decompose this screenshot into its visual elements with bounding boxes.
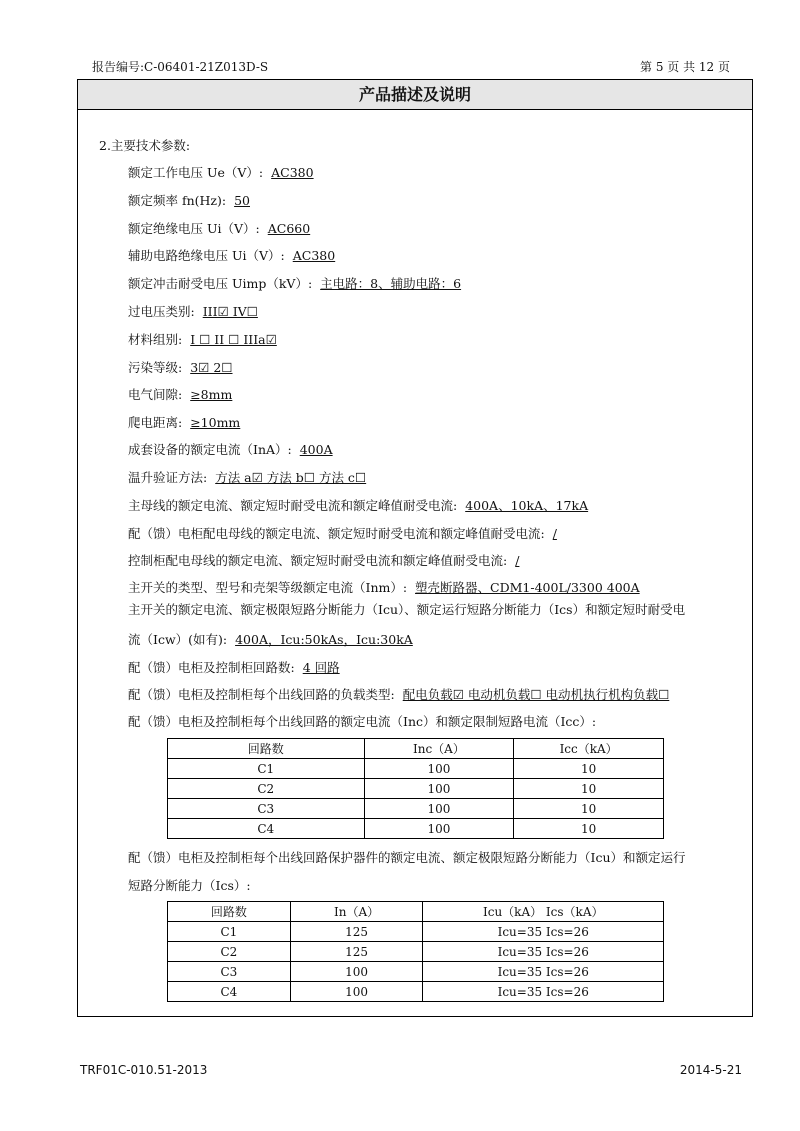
table-header: 回路数 bbox=[168, 739, 365, 759]
param-label: 额定绝缘电压 Ui（V）: bbox=[128, 221, 260, 236]
table-header: In（A） bbox=[290, 902, 423, 922]
param-label: 配（馈）电柜配电母线的额定电流、额定短时耐受电流和额定峰值耐受电流: bbox=[128, 526, 545, 541]
param-line bbox=[128, 219, 314, 237]
table1-caption: 配（馈）电柜及控制柜每个出线回路的额定电流（Inc）和额定限制短路电流（Icc）: bbox=[128, 714, 597, 729]
param-label: 主开关的类型、型号和壳架等级额定电流（Inm）: bbox=[128, 580, 408, 595]
param-label: 辅助电路绝缘电压 Ui（V）: bbox=[128, 248, 285, 263]
page-indicator: 第 5 页 共 12 页 bbox=[640, 60, 730, 74]
param-label: 控制柜配电母线的额定电流、额定短时耐受电流和额定峰值耐受电流: bbox=[128, 553, 508, 568]
table-cell: 100 bbox=[364, 779, 514, 799]
table-cell: Icu=35 Ics=26 bbox=[423, 942, 664, 962]
param-line bbox=[128, 578, 644, 596]
param-line bbox=[128, 440, 337, 458]
table2-caption-line1: 配（馈）电柜及控制柜每个出线回路保护器件的额定电流、额定极限短路分断能力（Icu）和额定运行 bbox=[128, 850, 686, 865]
table-cell: 100 bbox=[290, 962, 423, 982]
table-cell: 125 bbox=[290, 942, 423, 962]
table-row bbox=[168, 922, 664, 942]
table2-caption-line2: 短路分断能力（Ics）: bbox=[128, 878, 251, 893]
footer-date: 2014-5-21 bbox=[679, 1063, 742, 1077]
param-label: 成套设备的额定电流（InA）: bbox=[128, 442, 292, 457]
table-cell: C2 bbox=[168, 779, 365, 799]
table-cell: 100 bbox=[364, 819, 514, 839]
param-line bbox=[128, 413, 244, 431]
param-value: 方法 a☑ 方法 b☐ 方法 c☐ bbox=[215, 470, 367, 485]
table-row bbox=[168, 982, 664, 1002]
param-label: 额定频率 fn(Hz): bbox=[128, 193, 227, 208]
param-label: 过电压类别: bbox=[128, 304, 195, 319]
table-header: Icc（kA） bbox=[514, 739, 664, 759]
table-cell: Icu=35 Ics=26 bbox=[423, 962, 664, 982]
param-line bbox=[128, 163, 318, 181]
param-value: III☑ IV☐ bbox=[202, 304, 258, 319]
param-value: / bbox=[552, 526, 557, 541]
protection-device-table bbox=[167, 901, 664, 1002]
param-value: AC380 bbox=[271, 165, 314, 180]
table-cell: C3 bbox=[168, 799, 365, 819]
table-header: Icu（kA） Ics（kA） bbox=[423, 902, 664, 922]
param-line bbox=[128, 496, 592, 514]
table-row bbox=[168, 819, 664, 839]
param-value: I ☐ II ☐ IIIa☑ bbox=[190, 332, 277, 347]
param-value: AC380 bbox=[292, 248, 336, 263]
table-cell: C1 bbox=[168, 759, 365, 779]
table-cell: 10 bbox=[514, 779, 664, 799]
param-line bbox=[128, 302, 262, 320]
table-cell: 10 bbox=[514, 799, 664, 819]
param-value: AC660 bbox=[267, 221, 311, 236]
param-line bbox=[128, 524, 561, 542]
param-value: 400A、10kA、17kA bbox=[465, 498, 589, 513]
inc-icc-table bbox=[167, 738, 664, 839]
param-value: / bbox=[515, 553, 520, 568]
main-switch-line1: 主开关的额定电流、额定极限短路分断能力（Icu）、额定运行短路分断能力（Ics）和额定短时耐受电 bbox=[128, 602, 686, 617]
form-number: TRF01C-010.51-2013 bbox=[80, 1063, 208, 1077]
report-number: 报告编号:C-06401-21Z013D-S bbox=[92, 60, 269, 74]
table-row bbox=[168, 779, 664, 799]
table-cell: C4 bbox=[168, 819, 365, 839]
param-label: 主母线的额定电流、额定短时耐受电流和额定峰值耐受电流: bbox=[128, 498, 458, 513]
param-value: 400A bbox=[299, 442, 333, 457]
param-value: 50 bbox=[234, 193, 250, 208]
table-cell: C4 bbox=[168, 982, 291, 1002]
page-title: 产品描述及说明 bbox=[78, 80, 752, 110]
param-line bbox=[128, 385, 236, 403]
table-cell: 10 bbox=[514, 819, 664, 839]
param-label: 电气间隙: bbox=[128, 387, 183, 402]
param-line bbox=[128, 551, 523, 569]
param-value: 400A，Icu:50kAs，Icu:30kA bbox=[235, 632, 413, 647]
table-cell: 125 bbox=[290, 922, 423, 942]
table-cell: Icu=35 Ics=26 bbox=[423, 922, 664, 942]
param-label: 额定冲击耐受电压 Uimp（kV）: bbox=[128, 276, 313, 291]
param-label: 污染等级: bbox=[128, 360, 183, 375]
param-line bbox=[128, 358, 237, 376]
table-header: Inc（A） bbox=[364, 739, 514, 759]
param-line bbox=[128, 246, 339, 264]
param-label: 流（Icw）(如有): bbox=[128, 632, 228, 647]
param-value: ≥8mm bbox=[190, 387, 233, 402]
param-value: 配电负载☑ 电动机负载☐ 电动机执行机构负载☐ bbox=[402, 687, 670, 702]
table-row bbox=[168, 759, 664, 779]
param-value: 4 回路 bbox=[302, 660, 340, 675]
table-cell: C2 bbox=[168, 942, 291, 962]
table-cell: 100 bbox=[364, 759, 514, 779]
param-line bbox=[128, 330, 281, 348]
table-cell: C1 bbox=[168, 922, 291, 942]
param-label: 温升验证方法: bbox=[128, 470, 208, 485]
main-switch-line2 bbox=[128, 630, 417, 648]
param-label: 材料组别: bbox=[128, 332, 183, 347]
param-label: 配（馈）电柜及控制柜回路数: bbox=[128, 660, 295, 675]
table-cell: 10 bbox=[514, 759, 664, 779]
table-cell: C3 bbox=[168, 962, 291, 982]
table-cell: 100 bbox=[290, 982, 423, 1002]
table-header: 回路数 bbox=[168, 902, 291, 922]
load-type-line bbox=[128, 685, 673, 703]
param-line bbox=[128, 274, 465, 292]
section-heading: 2.主要技术参数: bbox=[99, 138, 191, 153]
param-value: 塑壳断路器、CDM1-400L/3300 400A bbox=[415, 580, 640, 595]
param-value: 3☑ 2☐ bbox=[190, 360, 233, 375]
param-line bbox=[128, 468, 370, 486]
table-row bbox=[168, 962, 664, 982]
param-value: ≥10mm bbox=[190, 415, 241, 430]
table-row bbox=[168, 942, 664, 962]
table-cell: 100 bbox=[364, 799, 514, 819]
param-label: 爬电距离: bbox=[128, 415, 183, 430]
param-line bbox=[128, 191, 254, 209]
param-label: 配（馈）电柜及控制柜每个出线回路的负载类型: bbox=[128, 687, 395, 702]
param-label: 额定工作电压 Ue（V）: bbox=[128, 165, 264, 180]
circuits-line bbox=[128, 658, 344, 676]
table-row bbox=[168, 799, 664, 819]
param-value: 主电路：8、辅助电路：6 bbox=[320, 276, 462, 291]
table-cell: Icu=35 Ics=26 bbox=[423, 982, 664, 1002]
